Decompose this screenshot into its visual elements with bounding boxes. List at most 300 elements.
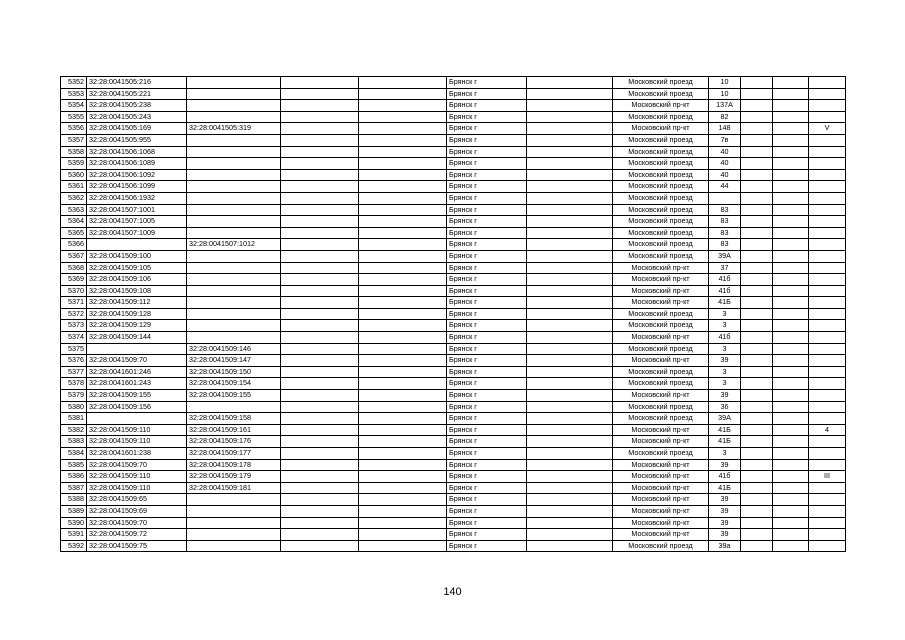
cell-city: Брянск г [447,77,527,89]
cell-row-number: 5361 [61,181,87,193]
cell-row-number: 5369 [61,274,87,286]
cell-street: Московский проезд [613,308,709,320]
cell-empty-col-d [741,158,773,170]
cell-empty-col-d [741,482,773,494]
cell-empty-col-b [359,181,447,193]
table-row [61,158,846,170]
cell-row-number: 5368 [61,262,87,274]
cell-house-number: 3 [709,378,741,390]
cell-empty-col-c [527,401,613,413]
cell-city: Брянск г [447,100,527,112]
table-row [61,378,846,390]
cell-street: Московский проезд [613,320,709,332]
cell-empty-col-a [281,436,359,448]
cell-empty-col-d [741,146,773,158]
cell-house-number: 3 [709,448,741,460]
cell-cadastral-number: 32:28:0041509:110 [87,471,187,483]
cell-street: Московский проезд [613,169,709,181]
cell-note [809,158,846,170]
cell-linked-cadastral-number: 32:28:0041509:178 [187,459,281,471]
cell-city: Брянск г [447,366,527,378]
cell-empty-col-b [359,424,447,436]
cell-note [809,332,846,344]
cell-empty-col-b [359,123,447,135]
table-row [61,459,846,471]
cell-empty-col-d [741,100,773,112]
cell-empty-col-c [527,471,613,483]
cell-linked-cadastral-number [187,517,281,529]
cell-note [809,239,846,251]
cell-empty-col-a [281,262,359,274]
cell-city: Брянск г [447,494,527,506]
cell-street: Московский проезд [613,158,709,170]
cell-row-number: 5374 [61,332,87,344]
cell-empty-col-c [527,529,613,541]
cell-row-number: 5356 [61,123,87,135]
cell-cadastral-number: 32:28:0041507:1009 [87,227,187,239]
cell-house-number: 10 [709,88,741,100]
cell-empty-col-b [359,262,447,274]
cell-street: Московский пр-кт [613,274,709,286]
cell-empty-col-b [359,308,447,320]
cell-empty-col-b [359,448,447,460]
cell-empty-col-a [281,390,359,402]
cell-house-number: 44 [709,181,741,193]
cell-linked-cadastral-number: 32:28:0041509:161 [187,424,281,436]
cell-empty-col-a [281,448,359,460]
cell-city: Брянск г [447,436,527,448]
cell-empty-col-a [281,482,359,494]
cell-empty-col-e [773,88,809,100]
cell-house-number: 83 [709,227,741,239]
cell-cadastral-number: 32:28:0041509:129 [87,320,187,332]
cell-empty-col-e [773,274,809,286]
cell-empty-col-c [527,111,613,123]
cell-linked-cadastral-number [187,146,281,158]
cell-cadastral-number: 32:28:0041505:955 [87,134,187,146]
cell-street: Московский проезд [613,343,709,355]
cell-street: Московский пр-кт [613,529,709,541]
cell-empty-col-c [527,366,613,378]
cell-empty-col-a [281,158,359,170]
cell-linked-cadastral-number [187,540,281,552]
cell-empty-col-b [359,320,447,332]
cell-empty-col-a [281,123,359,135]
cell-empty-col-a [281,285,359,297]
cell-city: Брянск г [447,471,527,483]
cell-city: Брянск г [447,482,527,494]
page-number: 140 [443,586,462,598]
cell-note [809,88,846,100]
cell-house-number: 41Б [709,436,741,448]
cell-linked-cadastral-number [187,158,281,170]
cell-row-number: 5354 [61,100,87,112]
cell-empty-col-a [281,181,359,193]
cell-empty-col-e [773,401,809,413]
table-body [61,77,846,552]
cell-empty-col-b [359,517,447,529]
cell-note [809,262,846,274]
cell-house-number: 41Б [709,297,741,309]
cell-city: Брянск г [447,297,527,309]
cell-note [809,77,846,89]
cell-linked-cadastral-number: 32:28:0041509:158 [187,413,281,425]
cell-empty-col-c [527,413,613,425]
cell-empty-col-c [527,250,613,262]
cell-empty-col-d [741,343,773,355]
cell-empty-col-e [773,111,809,123]
cell-cadastral-number: 32:28:0041505:238 [87,100,187,112]
cell-row-number: 5383 [61,436,87,448]
table-row [61,471,846,483]
cell-empty-col-c [527,540,613,552]
cell-empty-col-e [773,134,809,146]
cell-empty-col-a [281,505,359,517]
cell-row-number: 5360 [61,169,87,181]
cell-house-number: 39А [709,413,741,425]
cell-row-number: 5352 [61,77,87,89]
cell-linked-cadastral-number [187,494,281,506]
cell-empty-col-a [281,169,359,181]
cell-house-number: 39 [709,517,741,529]
cell-empty-col-c [527,227,613,239]
cell-empty-col-c [527,494,613,506]
cell-street: Московский пр-кт [613,436,709,448]
cell-row-number: 5363 [61,204,87,216]
cell-street: Московский пр-кт [613,332,709,344]
cell-empty-col-d [741,297,773,309]
cell-street: Московский проезд [613,366,709,378]
cell-note [809,111,846,123]
cell-house-number: 3 [709,343,741,355]
cell-street: Московский проезд [613,111,709,123]
cell-empty-col-a [281,540,359,552]
cell-street: Московский проезд [613,540,709,552]
cell-city: Брянск г [447,134,527,146]
cell-empty-col-c [527,448,613,460]
cell-row-number: 5358 [61,146,87,158]
cell-street: Московский проезд [613,146,709,158]
cell-cadastral-number: 32:28:0041506:1099 [87,181,187,193]
cell-empty-col-c [527,343,613,355]
cell-empty-col-e [773,540,809,552]
cell-linked-cadastral-number: 32:28:0041509:154 [187,378,281,390]
cell-house-number: 41б [709,471,741,483]
cell-cadastral-number: 32:28:0041509:75 [87,540,187,552]
cell-empty-col-b [359,134,447,146]
cell-empty-col-a [281,401,359,413]
cell-note [809,378,846,390]
cell-empty-col-c [527,274,613,286]
cell-cadastral-number: 32:28:0041509:156 [87,401,187,413]
cell-empty-col-a [281,216,359,228]
cell-cadastral-number: 32:28:0041505:221 [87,88,187,100]
data-table [60,76,846,552]
cell-city: Брянск г [447,529,527,541]
cell-city: Брянск г [447,88,527,100]
cell-empty-col-e [773,529,809,541]
cell-house-number: 41б [709,332,741,344]
cell-empty-col-d [741,390,773,402]
cell-empty-col-d [741,181,773,193]
cell-note [809,529,846,541]
cell-house-number: 39 [709,390,741,402]
cell-empty-col-c [527,123,613,135]
table-row [61,134,846,146]
cell-city: Брянск г [447,216,527,228]
cell-cadastral-number: 32:28:0041509:106 [87,274,187,286]
cell-linked-cadastral-number: 32:28:0041507:1012 [187,239,281,251]
cell-linked-cadastral-number [187,181,281,193]
cell-linked-cadastral-number [187,77,281,89]
cell-street: Московский пр-кт [613,285,709,297]
cell-empty-col-b [359,158,447,170]
table-row [61,274,846,286]
cell-empty-col-b [359,216,447,228]
cell-street: Московский проезд [613,204,709,216]
cell-linked-cadastral-number [187,262,281,274]
cell-note [809,134,846,146]
cell-house-number: 39А [709,250,741,262]
cell-linked-cadastral-number [187,320,281,332]
cell-city: Брянск г [447,355,527,367]
cell-empty-col-c [527,100,613,112]
cell-house-number [709,192,741,204]
cell-row-number: 5392 [61,540,87,552]
cell-linked-cadastral-number [187,332,281,344]
cell-street: Московский проезд [613,77,709,89]
cell-row-number: 5359 [61,158,87,170]
cell-empty-col-e [773,204,809,216]
cell-empty-col-e [773,343,809,355]
cell-empty-col-e [773,239,809,251]
cell-city: Брянск г [447,285,527,297]
cell-street: Московский проезд [613,192,709,204]
cell-empty-col-a [281,146,359,158]
cell-street: Московский пр-кт [613,262,709,274]
cell-empty-col-d [741,540,773,552]
cell-note [809,401,846,413]
cell-note [809,366,846,378]
cell-cadastral-number: 32:28:0041505:216 [87,77,187,89]
cell-empty-col-d [741,505,773,517]
cell-empty-col-a [281,274,359,286]
cell-street: Московский пр-кт [613,297,709,309]
cell-linked-cadastral-number: 32:28:0041505:319 [187,123,281,135]
table-row [61,540,846,552]
cell-empty-col-d [741,424,773,436]
cell-city: Брянск г [447,111,527,123]
cell-empty-col-a [281,332,359,344]
cell-house-number: 40 [709,146,741,158]
cell-empty-col-a [281,88,359,100]
cell-cadastral-number: 32:28:0041506:1932 [87,192,187,204]
cell-empty-col-a [281,366,359,378]
cell-empty-col-a [281,100,359,112]
table-row [61,355,846,367]
cell-empty-col-c [527,320,613,332]
cell-linked-cadastral-number [187,227,281,239]
cell-house-number: 39 [709,355,741,367]
cell-house-number: 10 [709,77,741,89]
cell-empty-col-b [359,204,447,216]
cell-empty-col-d [741,413,773,425]
cell-empty-col-d [741,204,773,216]
cell-street: Московский пр-кт [613,424,709,436]
table-row [61,227,846,239]
cell-cadastral-number: 32:28:0041509:110 [87,436,187,448]
cell-note [809,448,846,460]
cell-empty-col-c [527,505,613,517]
cell-street: Московский проезд [613,413,709,425]
cell-linked-cadastral-number: 32:28:0041509:177 [187,448,281,460]
table-row [61,448,846,460]
table-row [61,181,846,193]
table-row [61,517,846,529]
cell-street: Московский проезд [613,88,709,100]
cell-house-number: 39 [709,494,741,506]
cell-linked-cadastral-number [187,529,281,541]
cell-empty-col-a [281,343,359,355]
cell-linked-cadastral-number [187,192,281,204]
cell-cadastral-number: 32:28:0041509:110 [87,482,187,494]
table-row [61,436,846,448]
cell-empty-col-a [281,227,359,239]
cell-empty-col-c [527,88,613,100]
cell-note [809,146,846,158]
cell-empty-col-a [281,192,359,204]
cell-empty-col-d [741,216,773,228]
cell-city: Брянск г [447,459,527,471]
cell-house-number: 40 [709,169,741,181]
table-row [61,366,846,378]
cell-empty-col-b [359,390,447,402]
cell-empty-col-b [359,239,447,251]
cell-empty-col-a [281,471,359,483]
cell-empty-col-c [527,517,613,529]
cell-empty-col-a [281,424,359,436]
cell-note [809,181,846,193]
cell-street: Московский проезд [613,250,709,262]
cell-empty-col-a [281,529,359,541]
cell-row-number: 5367 [61,250,87,262]
table-row [61,320,846,332]
cell-street: Московский пр-кт [613,100,709,112]
cell-empty-col-b [359,505,447,517]
cell-empty-col-b [359,297,447,309]
cell-city: Брянск г [447,181,527,193]
cell-cadastral-number: 32:28:0041601:243 [87,378,187,390]
cell-empty-col-e [773,448,809,460]
cell-empty-col-c [527,436,613,448]
cell-row-number: 5365 [61,227,87,239]
cell-empty-col-b [359,169,447,181]
cell-note [809,494,846,506]
cell-row-number: 5378 [61,378,87,390]
cell-cadastral-number [87,343,187,355]
cell-street: Московский пр-кт [613,355,709,367]
cell-note [809,274,846,286]
cell-linked-cadastral-number [187,134,281,146]
cell-linked-cadastral-number [187,216,281,228]
cell-note [809,192,846,204]
cell-note [809,505,846,517]
cell-linked-cadastral-number: 32:28:0041509:181 [187,482,281,494]
cell-empty-col-b [359,274,447,286]
table-row [61,77,846,89]
cell-note [809,297,846,309]
table-row [61,169,846,181]
cell-house-number: 37 [709,262,741,274]
cell-row-number: 5389 [61,505,87,517]
cell-empty-col-e [773,146,809,158]
cell-empty-col-c [527,355,613,367]
cell-row-number: 5379 [61,390,87,402]
cell-house-number: 41Б [709,424,741,436]
cell-empty-col-d [741,332,773,344]
cell-empty-col-a [281,308,359,320]
cell-row-number: 5381 [61,413,87,425]
cell-note: III [809,471,846,483]
cell-empty-col-c [527,424,613,436]
cell-street: Московский проезд [613,134,709,146]
cell-empty-col-e [773,355,809,367]
cell-note [809,204,846,216]
cell-cadastral-number: 32:28:0041509:105 [87,262,187,274]
cell-street: Московский пр-кт [613,390,709,402]
cell-empty-col-b [359,355,447,367]
cell-row-number: 5372 [61,308,87,320]
cell-empty-col-d [741,274,773,286]
cell-linked-cadastral-number [187,401,281,413]
cell-street: Московский проезд [613,401,709,413]
cell-row-number: 5391 [61,529,87,541]
cell-note [809,482,846,494]
cell-empty-col-a [281,378,359,390]
cell-row-number: 5373 [61,320,87,332]
cell-cadastral-number: 32:28:0041509:108 [87,285,187,297]
cell-empty-col-b [359,482,447,494]
cell-empty-col-e [773,424,809,436]
cell-house-number: 39а [709,540,741,552]
cell-cadastral-number: 32:28:0041509:155 [87,390,187,402]
cell-house-number: 39 [709,529,741,541]
table-row [61,192,846,204]
cell-row-number: 5388 [61,494,87,506]
cell-row-number: 5353 [61,88,87,100]
cell-cadastral-number: 32:28:0041507:1001 [87,204,187,216]
table-row [61,529,846,541]
cell-cadastral-number: 32:28:0041509:70 [87,517,187,529]
cell-empty-col-d [741,320,773,332]
cell-row-number: 5384 [61,448,87,460]
cell-street: Московский пр-кт [613,482,709,494]
cell-empty-col-b [359,494,447,506]
cell-empty-col-b [359,366,447,378]
cell-empty-col-e [773,262,809,274]
cell-empty-col-e [773,169,809,181]
cell-house-number: 83 [709,204,741,216]
cell-note [809,216,846,228]
cell-empty-col-c [527,146,613,158]
cell-cadastral-number: 32:28:0041601:246 [87,366,187,378]
cell-house-number: 3 [709,308,741,320]
table-row [61,123,846,135]
cell-city: Брянск г [447,239,527,251]
cell-empty-col-d [741,378,773,390]
cell-street: Московский проезд [613,448,709,460]
cell-note [809,436,846,448]
